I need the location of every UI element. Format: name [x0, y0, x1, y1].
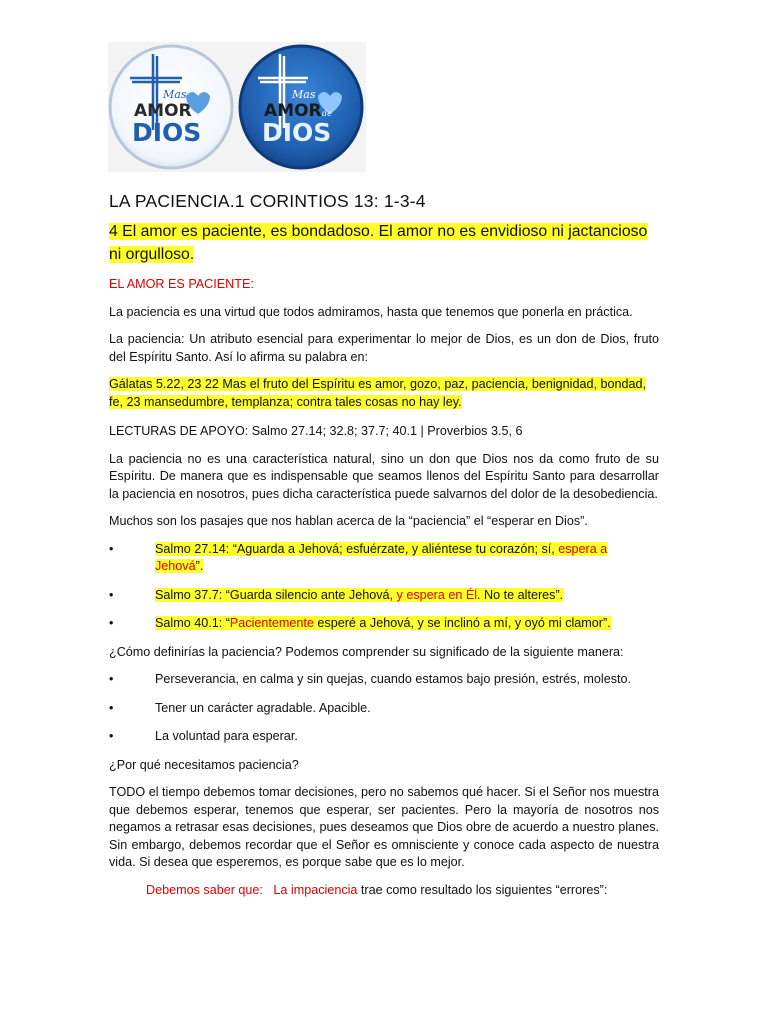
salmo-37-part-a: Salmo 37.7: “Guarda silencio ante Jehová, — [155, 587, 397, 602]
salmo-37-part-b: . No te alteres”. — [477, 587, 564, 602]
salmo-27-part-b: ”. — [195, 559, 204, 573]
mas-amor-de-dios-logo-dark — [238, 44, 364, 170]
list-item — [109, 700, 659, 718]
bullet: • — [109, 616, 114, 630]
logo-dark-text-amor: AMOR — [264, 101, 322, 121]
salmo-27-highlight — [155, 542, 607, 574]
bullet: • — [109, 729, 114, 743]
salmo-27-item — [109, 541, 659, 576]
salmo-37-highlight — [155, 588, 563, 602]
mas-amor-de-dios-logo-light — [108, 44, 234, 170]
paragraph-decisiones: TODO el tiempo debemos tomar decisiones, pero no sabemos qué hacer. Si el Señor nos muestra que debemos esperar, tenemos que esperar, ser pacientes. Pero la mayoría de nosotros nos negamos a retrasar esas decisiones, pues deseamos que Dios obre de acuerdo a nuestro planes. Sin embargo, debemos recordar que el Señor es omnisciente y conoce cada aspecto de nuestra vida. Si desea que esperemos, es porque sabe que es lo mejor. — [109, 785, 659, 869]
lecturas-de-apoyo: LECTURAS DE APOYO: Salmo 27.14; 32.8; 37.7; 40.1 | Proverbios 3.5, 6 — [109, 424, 523, 438]
salmo-40-part-a: Salmo 40.1: “ — [155, 616, 230, 630]
galatas-highlight: Gálatas 5.22, 23 22 Mas el fruto del Espíritu es amor, gozo, paz, paciencia, benignidad, bondad, fe, 23 mansedumbre, templanza; contra tales cosas no hay ley. — [109, 377, 646, 409]
salmo-40-highlight — [155, 616, 611, 630]
bullet: • — [109, 672, 114, 686]
bullet: • — [109, 587, 114, 602]
impaciencia-red: La impaciencia — [273, 882, 358, 897]
salmo-27-part-a: Salmo 27.14: “Aguarda a Jehová; esfuérzate, y aliéntese tu corazón; sí, — [155, 541, 559, 556]
verse-4-paragraph — [109, 220, 659, 266]
logo-light-text-amor: AMOR — [134, 101, 192, 121]
logo-dark-text-dios: DIOS — [262, 118, 332, 147]
question-definicion: ¿Cómo definirías la paciencia? Podemos comprender su significado de la siguiente manera: — [109, 644, 624, 659]
debemos-saber-red: Debemos saber que: — [146, 882, 263, 897]
logo-light-text-mas: Mas — [163, 88, 187, 101]
salmo-27-red: espera a Jehová — [155, 541, 608, 573]
salmo-37-text — [155, 587, 659, 605]
galatas-paragraph — [109, 376, 659, 411]
paragraph-don: La paciencia no es una característica natural, sino un don que Dios nos da como fruto de su Espíritu. De manera que es indispensable que seamos llenos del Espíritu Santo para desarrollar la paciencia en nosotros, pues dicha característica puede salvarnos del dolor de la desobediencia. — [109, 451, 659, 501]
paragraph-virtud: La paciencia es una virtud que todos admiramos, hasta que tenemos que ponerla en práctica. — [109, 304, 633, 319]
logo-light-graphic — [108, 44, 234, 170]
errores-line — [109, 882, 659, 900]
salmo-40-item — [109, 615, 659, 633]
paragraph-atributo: La paciencia: Un atributo esencial para experimentar lo mejor de Dios, es un don de Dios, fruto del Espíritu Santo. Así lo afirma su palabra en: — [109, 332, 659, 364]
bullet: • — [109, 541, 114, 556]
document-body — [109, 190, 659, 909]
page-title: LA PACIENCIA.1 CORINTIOS 13: 1-3-4 — [109, 191, 426, 211]
salmo-37-red: y espera en Él — [396, 587, 478, 602]
list-item-text: Perseverancia, en calma y sin quejas, cuando estamos bajo presión, estrés, molesto. — [155, 672, 632, 686]
bullet: • — [109, 700, 114, 715]
salmo-40-red: Pacientemente — [229, 616, 314, 630]
salmo-40-text — [155, 615, 659, 633]
header-logos — [108, 42, 366, 172]
question-por-que: ¿Por qué necesitamos paciencia? — [109, 757, 299, 772]
logo-dark-text-mas: Mas — [292, 88, 316, 101]
logo-dark-graphic — [238, 44, 364, 170]
list-item-text: La voluntad para esperar. — [155, 729, 298, 743]
verse-4-highlight: 4 El amor es paciente, es bondadoso. El amor no es envidioso ni jactancioso ni orgulloso. — [109, 223, 648, 263]
salmo-27-text — [155, 541, 659, 576]
salmo-37-item — [109, 587, 659, 605]
section-heading: EL AMOR ES PACIENTE: — [109, 277, 254, 291]
salmo-40-part-b: esperé a Jehová, y se inclinó a mí, y oyó mi clamor”. — [313, 616, 611, 630]
logo-dark-text-de: de — [322, 109, 332, 118]
list-item — [109, 671, 659, 689]
list-item — [109, 728, 659, 746]
logo-light-text-dios: DIOS — [132, 118, 202, 147]
paragraph-pasajes: Muchos son los pasajes que nos hablan acerca de la “paciencia” el “esperar en Dios”. — [109, 514, 588, 528]
list-item-text: Tener un carácter agradable. Apacible. — [155, 700, 371, 715]
errores-rest: trae como resultado los siguientes “errores”: — [357, 882, 608, 897]
